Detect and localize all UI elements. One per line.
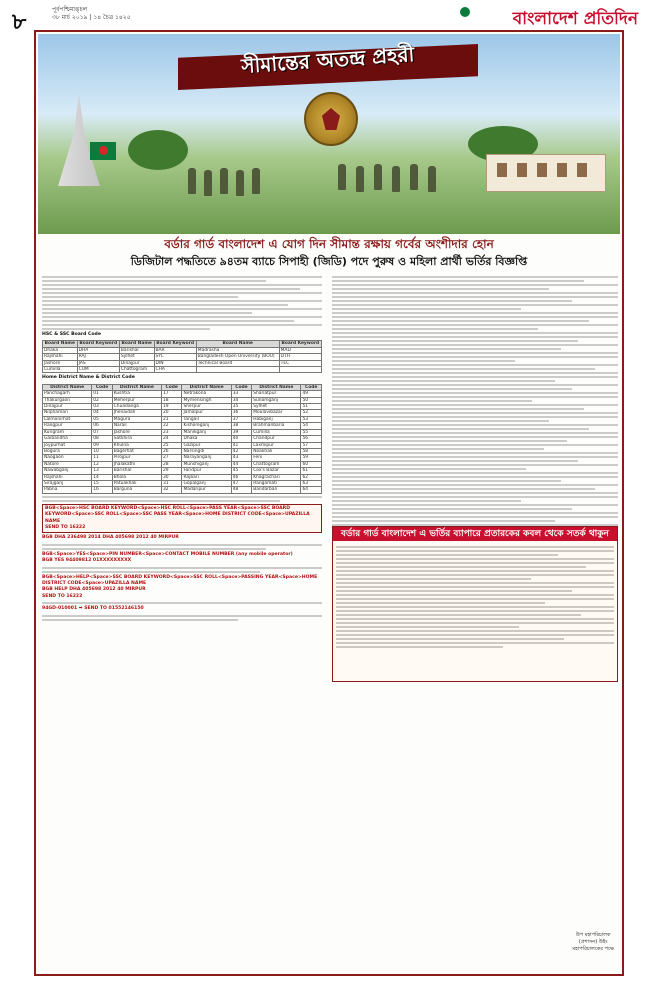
hsc-cell: DHA [77, 347, 119, 353]
district-col-header: District Name [112, 384, 161, 390]
district-cell: 06 [92, 423, 112, 429]
signature-line1: উপ মহাপরিচালক [575, 932, 611, 938]
district-cell: Netrakona [182, 391, 231, 397]
district-col-header: Code [162, 384, 182, 390]
district-cell: 48 [231, 487, 251, 493]
soldier-icon [356, 166, 364, 192]
district-cell: Chattogram [252, 461, 301, 467]
district-cell: Magura [112, 416, 161, 422]
hsc-cell: JAS [77, 360, 119, 366]
district-cell: Kishoreganj [182, 423, 231, 429]
district-cell: 38 [231, 423, 251, 429]
sms-example-4: 94GD-010001 ➡ SEND TO 01552146150 [42, 606, 144, 612]
district-cell: 52 [301, 410, 322, 416]
district-cell: Sirajganj [43, 480, 92, 486]
page-number: ৮ [12, 10, 27, 35]
district-cell: Gopalganj [182, 480, 231, 486]
district-cell: 59 [301, 455, 322, 461]
district-cell: 42 [231, 448, 251, 454]
soldier-icon [338, 164, 346, 190]
district-cell: 28 [162, 461, 182, 467]
district-cell: 54 [301, 423, 322, 429]
district-cell: Patuakhali [112, 480, 161, 486]
district-cell: Dinajpur [43, 404, 92, 410]
headline: বর্ডার গার্ড বাংলাদেশ এ যোগ দিন সীমান্ত রক্ষায় গর্বের অংশীদার হোন [164, 237, 494, 251]
district-cell: 58 [301, 448, 322, 454]
sub-headline: ডিজিটাল পদ্ধতিতে ৯৪তম ব্যাচে সিপাহী (জিডি) পদে পুরুষ ও মহিলা প্রার্থী ভর্তির বিজ্ঞপ্তি [130, 255, 528, 268]
warning-title: বর্ডার গার্ড বাংলাদেশ এ ভর্তির ব্যাপারে প্রতারকের কবল থেকে সতর্ক থাকুন [333, 527, 617, 541]
district-cell: Noakhali [252, 448, 301, 454]
hsc-cell: RAJ [77, 354, 119, 360]
district-heading: Home District Name & District Code [42, 375, 135, 381]
district-cell: Khagrachari [252, 474, 301, 480]
district-cell: Nawabganj [43, 468, 92, 474]
soldier-icon [410, 164, 418, 190]
district-cell: 45 [231, 468, 251, 474]
district-cell: Chuadanga [112, 404, 161, 410]
district-cell: 22 [162, 423, 182, 429]
monument-icon [44, 94, 114, 186]
district-cell: Natore [43, 461, 92, 467]
district-cell: Manikganj [182, 429, 231, 435]
district-cell: Satkhira [112, 436, 161, 442]
header-meta [52, 6, 131, 22]
sms-format-3: BGB<Space>HELP<Space>SSC BOARD KEYWORD<Space>SSC ROLL<Space>PASSING YEAR<Space>HOME DISTRICT CODE<Space>UPAZILLA NAME [42, 574, 318, 586]
district-cell: Gazipur [182, 442, 231, 448]
district-cell: Khulna [112, 442, 161, 448]
district-cell: 37 [231, 416, 251, 422]
district-cell: 39 [231, 429, 251, 435]
warning-box [332, 526, 618, 682]
hsc-cell: Chattogram [119, 367, 154, 373]
header-meta-line1: পূর্বপশ্চিমাঙ্চল [52, 6, 88, 13]
district-table [42, 384, 322, 494]
district-cell: 17 [162, 391, 182, 397]
district-cell: 10 [92, 448, 112, 454]
hsc-cell: Board Keyword [279, 341, 321, 347]
district-cell: Sherpur [182, 404, 231, 410]
hsc-cell: Board Keyword [154, 341, 196, 347]
district-cell: Meherpur [112, 397, 161, 403]
district-cell: Tangail [182, 416, 231, 422]
district-cell: Jhalakathi [112, 461, 161, 467]
district-cell: Madaripur [182, 487, 231, 493]
district-cell: 41 [231, 442, 251, 448]
district-cell: Cox's Bazar [252, 468, 301, 474]
district-cell: 60 [301, 461, 322, 467]
district-cell: Pabna [43, 487, 92, 493]
district-cell: 53 [301, 416, 322, 422]
district-cell: 47 [231, 480, 251, 486]
district-cell: Rangamati [252, 480, 301, 486]
soldier-icon [428, 166, 436, 192]
district-cell: Thakurgaon [43, 397, 92, 403]
district-cell: Faridpur [182, 468, 231, 474]
district-cell: 43 [231, 455, 251, 461]
district-cell: 26 [162, 448, 182, 454]
hsc-cell: Board Keyword [77, 341, 119, 347]
district-cell: 12 [92, 461, 112, 467]
district-cell: Sylhet [252, 404, 301, 410]
district-cell: 08 [92, 436, 112, 442]
district-row [43, 487, 322, 493]
district-cell: 19 [162, 404, 182, 410]
district-cell: Naogaon [43, 455, 92, 461]
district-cell: 61 [301, 468, 322, 474]
soldier-icon [220, 168, 228, 194]
hsc-cell: Dhaka [43, 347, 78, 353]
district-cell: 07 [92, 429, 112, 435]
district-cell: Moulavibazar [252, 410, 301, 416]
sms-send-3: SEND TO 16222 [42, 593, 83, 599]
district-cell: Narayanganj [182, 455, 231, 461]
hsc-cell: Dinajpur [119, 360, 154, 366]
hsc-cell: Board Name [119, 341, 154, 347]
hsc-cell: CHA [154, 367, 196, 373]
district-cell: 56 [301, 436, 322, 442]
district-cell: Jashore [112, 429, 161, 435]
district-cell: Feni [252, 455, 301, 461]
soldier-icon [252, 168, 260, 194]
hsc-row [43, 367, 322, 373]
hsc-cell: Bangladesh Open University (BOU) [196, 354, 279, 360]
district-cell: 63 [301, 480, 322, 486]
hsc-cell: DTH [279, 354, 321, 360]
newspaper-brand: বাংলাদেশ প্রতিদিন [512, 9, 638, 29]
district-cell: Kurigram [43, 429, 92, 435]
hsc-cell [279, 367, 321, 373]
district-cell: 15 [92, 480, 112, 486]
district-cell: 55 [301, 429, 322, 435]
district-cell: 57 [301, 442, 322, 448]
district-cell: 29 [162, 468, 182, 474]
brand-logo-icon [460, 7, 470, 17]
district-cell: 46 [231, 474, 251, 480]
district-col-header: Code [301, 384, 322, 390]
district-cell: 34 [231, 397, 251, 403]
tree-icon [128, 130, 188, 170]
soldier-icon [204, 170, 212, 196]
district-col-header: Code [231, 384, 251, 390]
district-cell: Dhaka [182, 436, 231, 442]
district-cell: 14 [92, 474, 112, 480]
district-cell: 31 [162, 480, 182, 486]
district-cell: 04 [92, 410, 112, 416]
district-cell: 36 [231, 410, 251, 416]
bangladesh-flag-icon [90, 142, 116, 160]
district-cell: 49 [301, 391, 322, 397]
district-cell: Bogura [43, 448, 92, 454]
hsc-cell: Technical Board [196, 360, 279, 366]
district-col-header: District Name [252, 384, 301, 390]
district-cell: Mymensingh [182, 397, 231, 403]
district-cell: 16 [92, 487, 112, 493]
district-cell: 62 [301, 474, 322, 480]
district-cell: Rangpur [43, 423, 92, 429]
district-cell: 02 [92, 397, 112, 403]
banner-title: সীমান্তের অতন্দ্র প্রহরী [240, 41, 416, 79]
hsc-cell: Board Name [196, 341, 279, 347]
hsc-cell: BAR [154, 347, 196, 353]
signature-line3: মহাপরিচালকের পক্ষে [572, 946, 614, 952]
signature-block [572, 932, 614, 953]
hsc-cell: CUM [77, 367, 119, 373]
district-cell: 30 [162, 474, 182, 480]
hsc-cell: TEC [279, 360, 321, 366]
district-cell: Joypurhat [43, 442, 92, 448]
left-column [42, 274, 322, 623]
hsc-cell: Barishal [119, 347, 154, 353]
district-col-header: District Name [43, 384, 92, 390]
district-cell: Barguna [112, 487, 161, 493]
sms-example-2: BGB YES 94409812 01XXXXXXXXX [42, 558, 132, 564]
soldier-icon [392, 166, 400, 192]
district-cell: Jhenaidah [112, 410, 161, 416]
district-cell: 23 [162, 429, 182, 435]
district-cell: Bagerhat [112, 448, 161, 454]
district-cell: Bandarban [252, 487, 301, 493]
district-cell: 24 [162, 436, 182, 442]
district-cell: 27 [162, 455, 182, 461]
district-cell: 32 [162, 487, 182, 493]
hsc-cell: Board Name [43, 341, 78, 347]
district-cell: 50 [301, 397, 322, 403]
district-cell: Sunamganj [252, 397, 301, 403]
soldier-icon [374, 164, 382, 190]
district-col-header: Code [92, 384, 112, 390]
building-icon [486, 154, 606, 192]
district-cell: Nilphamari [43, 410, 92, 416]
district-cell: 05 [92, 416, 112, 422]
district-cell: 35 [231, 404, 251, 410]
signature-line2: (প্রশাসন) উইং [578, 939, 608, 945]
header-date: ৩৮ মার্চ ২০১৯ | ১৪ চৈত্র ১৪২৫ [52, 14, 131, 21]
district-cell: Barishal [112, 468, 161, 474]
district-cell: Lalmonirhat [43, 416, 92, 422]
district-cell: Laxmipur [252, 442, 301, 448]
district-cell: Gaibandha [43, 436, 92, 442]
hsc-board-heading: HSC & SSC Board Code [42, 332, 101, 337]
district-cell: 25 [162, 442, 182, 448]
district-cell: Shariatpur [252, 391, 301, 397]
district-cell: Habiganj [252, 416, 301, 422]
hsc-cell: MAD [279, 347, 321, 353]
district-cell: Bhola [112, 474, 161, 480]
district-cell: Narail [112, 423, 161, 429]
sms-format-2: BGB<Space>YES<Space>PIN NUMBER<Space>CONTACT MOBILE NUMBER (any mobile operator) [42, 551, 293, 557]
district-cell: Narsingdi [182, 448, 231, 454]
hsc-cell [196, 367, 279, 373]
district-cell: 44 [231, 461, 251, 467]
sms-example-3: BGB HELP DHA 405698 2012 40 MIRPUR [42, 587, 146, 593]
soldier-icon [188, 168, 196, 194]
district-cell: 40 [231, 436, 251, 442]
district-cell: 13 [92, 468, 112, 474]
district-cell: Chandpur [252, 436, 301, 442]
district-cell: Rajbari [182, 474, 231, 480]
hsc-cell: Madrasha [196, 347, 279, 353]
district-cell: 09 [92, 442, 112, 448]
district-cell: 64 [301, 487, 322, 493]
hsc-cell: Sylhet [119, 354, 154, 360]
district-cell: 33 [231, 391, 251, 397]
district-cell: 01 [92, 391, 112, 397]
hsc-cell: DIN [154, 360, 196, 366]
sms-example-1: BGB DHA 236498 2014 DHA 405698 2012 40 MIRPUR [42, 535, 179, 541]
district-col-header: District Name [182, 384, 231, 390]
district-cell: Kushtia [112, 391, 161, 397]
hsc-cell: SYL [154, 354, 196, 360]
district-cell: 11 [92, 455, 112, 461]
district-cell: Pirojpur [112, 455, 161, 461]
district-cell: 03 [92, 404, 112, 410]
banner-image [38, 34, 620, 234]
district-cell: Rajshahi [43, 474, 92, 480]
hsc-cell: Jashore [43, 360, 78, 366]
hsc-cell: Cumilla [43, 367, 78, 373]
district-cell: Cumilla [252, 429, 301, 435]
district-cell: Panchagarh [43, 391, 92, 397]
sms-format-1: BGB<Space>HSC BOARD KEYWORD<Space>HSC ROLL<Space>PASS YEAR<Space>SSC BOARD KEYWORD<Space>SSC ROLL<Space>SSC PASS YEAR<Space>HOME DISTRICT CODE<Space>UPAZILLA NAME SEND TO 16222 [42, 504, 322, 534]
hsc-cell: Rajshahi [43, 354, 78, 360]
district-cell: 18 [162, 397, 182, 403]
district-cell: Brahmanbaria [252, 423, 301, 429]
district-cell: Munshiganj [182, 461, 231, 467]
district-cell: Jamalpur [182, 410, 231, 416]
district-cell: 51 [301, 404, 322, 410]
soldier-icon [236, 170, 244, 196]
advertisement-frame [34, 30, 624, 976]
bgb-emblem-icon [304, 92, 358, 146]
district-cell: 20 [162, 410, 182, 416]
district-cell: 21 [162, 416, 182, 422]
hsc-board-table [42, 340, 322, 373]
